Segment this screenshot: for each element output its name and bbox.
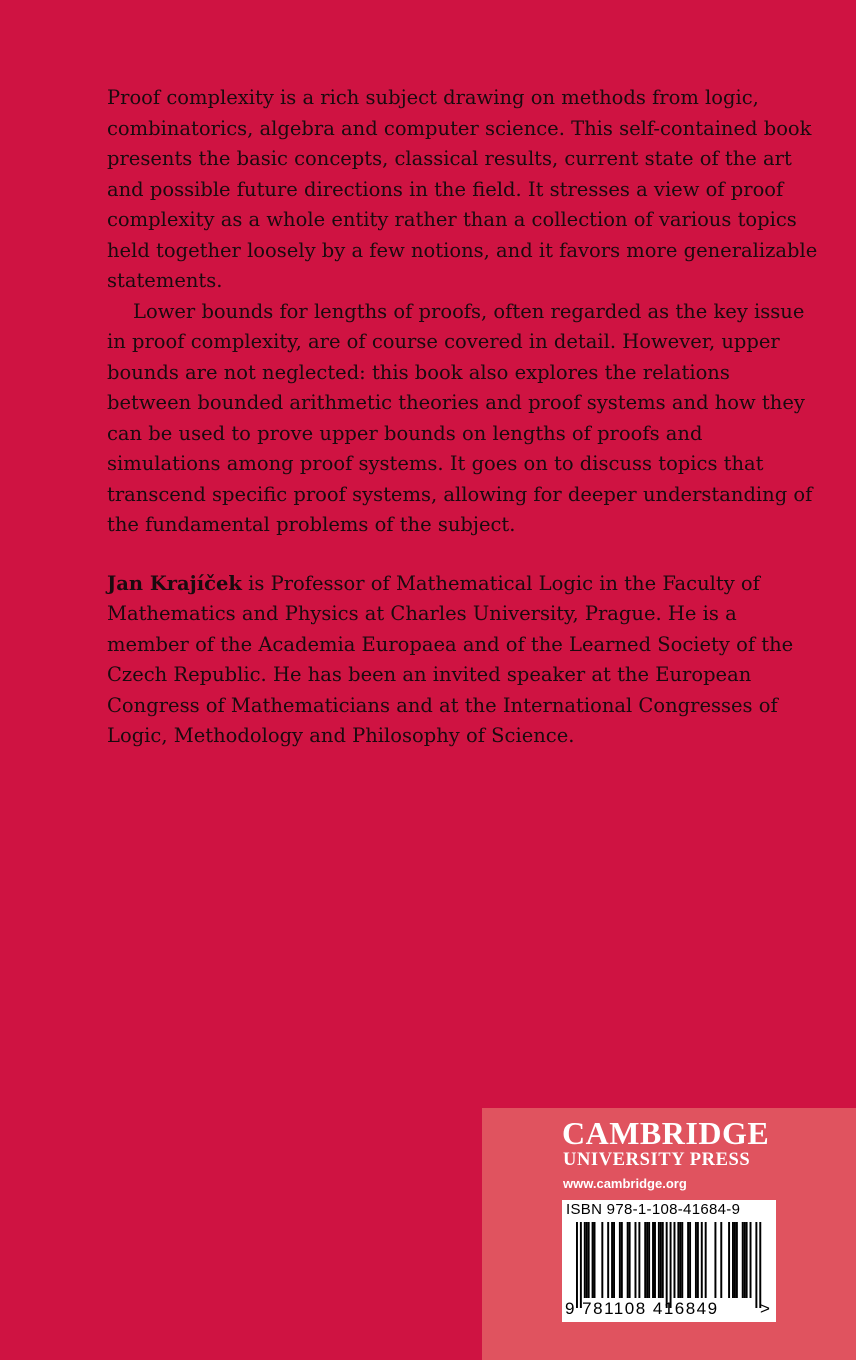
publisher-subname: UNIVERSITY PRESS [563, 1150, 751, 1170]
barcode-bar [750, 1222, 752, 1298]
barcode-bar [601, 1222, 603, 1298]
barcode-bar [588, 1222, 590, 1298]
barcode-bar [586, 1222, 588, 1298]
barcode-bar [666, 1222, 668, 1308]
barcode-bar [652, 1222, 654, 1298]
barcode-bar [580, 1222, 582, 1308]
barcode-bar [607, 1222, 609, 1298]
barcode-bar [662, 1222, 664, 1298]
barcode-bar [584, 1222, 586, 1298]
back-cover-text [107, 83, 819, 752]
publisher-url: www.cambridge.org [563, 1176, 687, 1191]
barcode-bar [714, 1222, 716, 1298]
barcode-bar [644, 1222, 646, 1298]
barcode-bar [613, 1222, 615, 1298]
barcode-bar [674, 1222, 676, 1298]
barcode-bar [629, 1222, 631, 1298]
barcode-bar [621, 1222, 623, 1298]
barcode-bar [695, 1222, 697, 1298]
author-name: Jan Krajíček [107, 571, 242, 595]
barcode-bar [679, 1222, 681, 1298]
description-paragraph-1: Proof complexity is a rich subject drawing on methods from logic, combinatorics, algebra and computer science. This self-contained book presents the basic concepts, classical results, current state of the art and possible future directions in the field. It stresses a view of proof complexity as a whole entity rather than a collection of various topics held together loosely by a few notions, and it favors more generalizable statements. [107, 86, 818, 292]
barcode-bar [619, 1222, 621, 1298]
barcode-bar [660, 1222, 662, 1298]
barcode-bar [646, 1222, 648, 1298]
barcode-bar [681, 1222, 683, 1298]
publisher-logo: CAMBRIDGE [562, 1115, 770, 1151]
barcode-bar [732, 1222, 734, 1298]
barcode-digits: 9 781108 416849 [565, 1299, 719, 1318]
barcode-bar [755, 1222, 757, 1308]
barcode-bar [592, 1222, 594, 1298]
barcode-bar [627, 1222, 629, 1298]
barcode-bar [720, 1222, 722, 1298]
barcode-bar [687, 1222, 689, 1298]
barcode-bar [746, 1222, 748, 1298]
barcode-bar [677, 1222, 679, 1298]
barcode-bar [742, 1222, 744, 1298]
barcode-bar [611, 1222, 613, 1298]
barcode-bar [697, 1222, 699, 1298]
barcode-bar [648, 1222, 650, 1298]
barcode-bar [576, 1222, 578, 1308]
isbn-label: ISBN 978-1-108-41684-9 [566, 1201, 741, 1218]
barcode-bar [759, 1222, 761, 1308]
barcode-bar [635, 1222, 637, 1298]
barcode-bar [654, 1222, 656, 1298]
publisher-panel [482, 1108, 856, 1360]
barcode-bar [705, 1222, 707, 1298]
isbn-barcode [562, 1200, 776, 1322]
barcode-bar [744, 1222, 746, 1298]
barcode-bar [701, 1222, 703, 1298]
author-bio-text: is Professor of Mathematical Logic in the Faculty of Mathematics and Physics at Charles University, Prague. He is a member of the Academia Europaea and of the Learned Society of the Czech Republic. He has been an invited speaker at the European Congress of Mathematicians and at the International Congresses of Logic, Methodology and Philosophy of Science. [107, 571, 794, 747]
barcode-bar [689, 1222, 691, 1298]
barcode-bar [670, 1222, 672, 1308]
barcode-bar [736, 1222, 738, 1298]
author-bio [107, 569, 819, 752]
barcode-bar [658, 1222, 660, 1298]
barcode-bar [734, 1222, 736, 1298]
barcode-bar [638, 1222, 640, 1298]
barcode-bar [594, 1222, 596, 1298]
barcode-end-mark: > [760, 1299, 770, 1318]
barcode-bar [728, 1222, 730, 1298]
description-paragraph-2: Lower bounds for lengths of proofs, often regarded as the key issue in proof complexity, are of course covered in detail. However, upper bounds are not neglected: this book also explores the relations between bounded arithmetic theories and proof systems and how they can be used to prove upper bounds on lengths of proofs and simulations among proof systems. It goes on to discuss topics that transcend specific proof systems, allowing for deeper understanding of the fundamental problems of the subject. [107, 299, 813, 536]
